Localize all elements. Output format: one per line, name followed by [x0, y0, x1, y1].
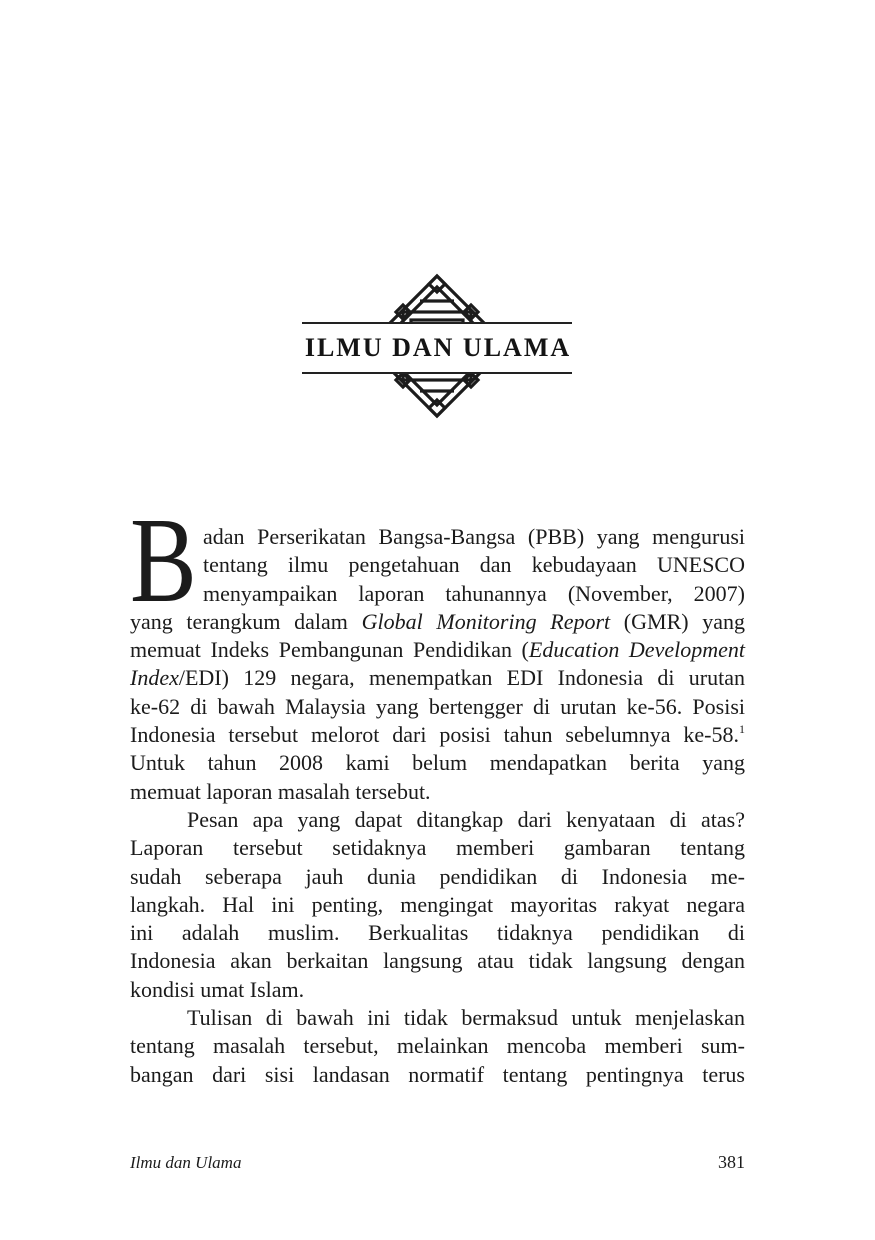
- italic-term: Index: [130, 665, 179, 691]
- text-line: [130, 721, 745, 749]
- running-title: Ilmu dan Ulama: [130, 1153, 242, 1172]
- text-line: memuat laporan masalah tersebut.: [130, 778, 431, 804]
- italic-term: Education Development: [528, 637, 745, 663]
- text-line: sudah seberapa jauh dunia pendidikan di Indonesia me-: [130, 863, 745, 889]
- footnote-marker: 1: [739, 722, 745, 737]
- text-line: Indonesia akan berkaitan langsung atau tidak langsung dengan: [130, 948, 745, 974]
- text-line: langkah. Hal ini penting, mengingat mayoritas rakyat negara: [130, 891, 745, 917]
- text-segment: yang terangkum dalam: [130, 608, 362, 634]
- drop-cap: B: [130, 493, 197, 628]
- text-line: Laporan tersebut setidaknya memberi gambaran tentang: [130, 835, 745, 861]
- italic-term: Global Monitoring Report: [361, 608, 611, 634]
- text-line: [130, 636, 745, 664]
- title-rule-bottom: [302, 372, 572, 374]
- text-segment: (GMR) yang: [610, 608, 746, 634]
- text-line: menyampaikan laporan tahunannya (November, 2007): [203, 580, 745, 606]
- text-segment: memuat Indeks Pembangunan Pendidikan (: [130, 637, 529, 663]
- text-line: Untuk tahun 2008 kami belum mendapatkan berita yang: [130, 750, 745, 776]
- body-text: [130, 493, 746, 1089]
- text-line: tentang ilmu pengetahuan dan kebudayaan UNESCO: [203, 552, 745, 578]
- text-segment: Indonesia tersebut melorot dari posisi tahun sebelumnya ke-58.: [130, 722, 739, 748]
- text-line: ke-62 di bawah Malaysia yang bertengger di urutan ke-56. Posisi: [130, 693, 745, 719]
- text-line: tentang masalah tersebut, melainkan mencoba memberi sum-: [130, 1033, 745, 1059]
- chapter-title: ILMU DAN ULAMA: [304, 333, 572, 362]
- text-line: [130, 664, 745, 692]
- title-band: [302, 324, 572, 372]
- text-line: Pesan apa yang dapat ditangkap dari kenyataan di atas?: [187, 806, 745, 832]
- text-line: Tulisan di bawah ini tidak bermaksud untuk menjelaskan: [187, 1005, 745, 1031]
- page-number: 381: [718, 1152, 745, 1172]
- paragraph: [130, 523, 745, 806]
- text-line: adan Perserikatan Bangsa-Bangsa (PBB) yang mengurusi: [203, 524, 745, 549]
- text-line: [130, 608, 745, 636]
- text-segment: /EDI) 129 negara, menempatkan EDI Indonesia di urutan: [178, 665, 745, 691]
- text-line: ini adalah muslim. Berkualitas tidaknya pendidikan di: [130, 920, 745, 946]
- text-line: bangan dari sisi landasan normatif tentang pentingnya terus: [130, 1061, 745, 1087]
- paragraph: [130, 1004, 745, 1089]
- title-rule-top: [302, 322, 572, 324]
- text-line: kondisi umat Islam.: [130, 976, 305, 1002]
- paragraph: [130, 806, 745, 1004]
